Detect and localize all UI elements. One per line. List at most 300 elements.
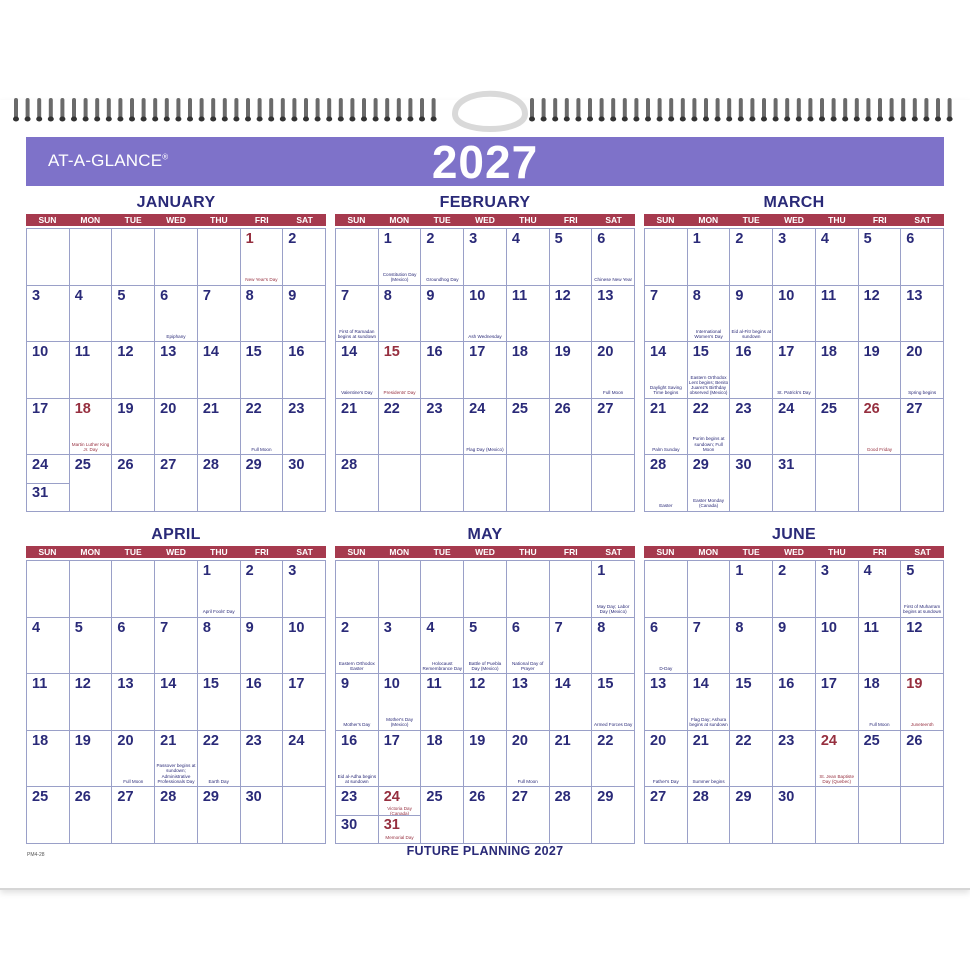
day-cell[interactable] xyxy=(859,618,902,675)
day-cell[interactable] xyxy=(773,229,816,286)
day-cell[interactable] xyxy=(283,399,326,456)
day-number: 9 xyxy=(426,287,435,304)
holiday-note: International Women's Day xyxy=(694,328,723,339)
holiday-note: Earth Day xyxy=(208,778,229,784)
day-cell[interactable] xyxy=(645,618,688,675)
day-cell[interactable] xyxy=(901,787,944,844)
holiday-note: Eid al-Adha begins at sundown xyxy=(337,773,377,784)
day-cell[interactable] xyxy=(421,561,464,618)
day-cell[interactable] xyxy=(730,674,773,731)
weekday-label: SAT xyxy=(605,547,622,557)
day-number: 13 xyxy=(650,676,667,692)
day-cell[interactable] xyxy=(283,561,326,618)
day-cell[interactable] xyxy=(507,561,550,618)
day-cell[interactable] xyxy=(283,618,326,675)
day-cell[interactable] xyxy=(198,229,241,286)
day-cell[interactable] xyxy=(421,455,464,512)
holiday-note: April Fools' Day xyxy=(202,609,235,615)
day-cell[interactable] xyxy=(421,787,464,844)
day-cell[interactable] xyxy=(421,286,464,343)
day-cell[interactable] xyxy=(70,674,113,731)
day-number: 26 xyxy=(906,732,923,749)
day-number: 31 xyxy=(32,485,49,501)
day-cell[interactable] xyxy=(859,342,902,399)
weekday-header xyxy=(335,546,635,558)
day-cell[interactable] xyxy=(70,455,113,512)
day-cell[interactable] xyxy=(70,731,113,788)
holiday-note: First of Muharram begins at sundown xyxy=(902,604,942,615)
day-number: 5 xyxy=(554,231,563,247)
day-number: 2 xyxy=(426,231,435,247)
day-cell[interactable] xyxy=(645,229,688,286)
day-cell[interactable] xyxy=(283,286,326,343)
day-cell[interactable] xyxy=(464,342,507,399)
day-number: 14 xyxy=(341,344,358,360)
day-number: 29 xyxy=(245,457,262,473)
day-cell[interactable] xyxy=(688,286,731,343)
day-cell[interactable] xyxy=(155,787,198,844)
day-cell[interactable] xyxy=(592,674,635,731)
day-cell[interactable] xyxy=(336,787,379,844)
day-cell[interactable] xyxy=(112,787,155,844)
day-cell[interactable] xyxy=(421,399,464,456)
day-number: 15 xyxy=(245,344,262,360)
day-number: 3 xyxy=(32,287,41,304)
day-cell[interactable] xyxy=(816,286,859,343)
day-cell[interactable] xyxy=(901,455,944,512)
day-cell[interactable] xyxy=(112,286,155,343)
day-cell[interactable] xyxy=(27,455,70,512)
punch-hole xyxy=(59,117,65,122)
day-cell[interactable] xyxy=(379,455,422,512)
brand-logo: AT-A-GLANCE® xyxy=(48,151,169,170)
day-cell[interactable] xyxy=(592,399,635,456)
day-cell[interactable] xyxy=(464,618,507,675)
month-march xyxy=(644,190,944,512)
day-cell[interactable] xyxy=(859,674,902,731)
day-number: 22 xyxy=(202,732,219,749)
day-cell[interactable] xyxy=(550,342,593,399)
day-cell[interactable] xyxy=(901,229,944,286)
day-cell[interactable] xyxy=(198,731,241,788)
day-cell[interactable] xyxy=(198,561,241,618)
weekday-label: SAT xyxy=(296,547,313,557)
day-number: 7 xyxy=(202,287,211,304)
day-cell[interactable] xyxy=(70,618,113,675)
day-number: 14 xyxy=(650,344,667,360)
day-cell[interactable] xyxy=(112,731,155,788)
day-cell[interactable] xyxy=(816,787,859,844)
day-cell[interactable] xyxy=(730,731,773,788)
day-cell[interactable] xyxy=(464,731,507,788)
day-cell[interactable] xyxy=(859,286,902,343)
day-cell[interactable] xyxy=(70,229,113,286)
day-cell[interactable] xyxy=(645,674,688,731)
day-cell[interactable] xyxy=(421,618,464,675)
day-cell[interactable] xyxy=(241,342,284,399)
day-cell[interactable] xyxy=(901,561,944,618)
day-cell[interactable] xyxy=(155,561,198,618)
day-cell[interactable] xyxy=(27,731,70,788)
day-cell[interactable] xyxy=(27,229,70,286)
day-number: 8 xyxy=(692,287,701,304)
day-cell[interactable] xyxy=(550,618,593,675)
day-cell[interactable] xyxy=(816,561,859,618)
day-cell[interactable] xyxy=(859,455,902,512)
day-cell[interactable] xyxy=(550,674,593,731)
day-cell[interactable] xyxy=(464,561,507,618)
day-cell[interactable] xyxy=(645,286,688,343)
weekday-label: MON xyxy=(80,547,101,557)
day-cell[interactable] xyxy=(507,674,550,731)
day-cell[interactable] xyxy=(379,342,422,399)
punch-hole xyxy=(877,117,883,122)
day-number: 17 xyxy=(469,344,486,360)
day-cell[interactable] xyxy=(112,455,155,512)
day-cell[interactable] xyxy=(592,618,635,675)
day-cell[interactable] xyxy=(379,561,422,618)
day-number: 6 xyxy=(650,619,659,636)
day-cell[interactable] xyxy=(730,455,773,512)
day-cell[interactable] xyxy=(112,229,155,286)
day-cell[interactable] xyxy=(507,286,550,343)
day-cell[interactable] xyxy=(155,731,198,788)
day-cell[interactable] xyxy=(859,399,902,456)
day-number: 9 xyxy=(245,619,254,636)
day-number: 30 xyxy=(245,789,262,805)
day-cell[interactable] xyxy=(688,618,731,675)
day-number: 2 xyxy=(778,563,787,579)
day-cell[interactable] xyxy=(241,674,284,731)
day-cell[interactable] xyxy=(241,618,284,675)
day-cell[interactable] xyxy=(27,342,70,399)
day-cell[interactable] xyxy=(592,731,635,788)
day-cell[interactable] xyxy=(507,342,550,399)
day-cell[interactable] xyxy=(379,618,422,675)
day-cell[interactable] xyxy=(550,455,593,512)
day-cell[interactable] xyxy=(198,342,241,399)
day-cell[interactable] xyxy=(592,787,635,844)
day-cell[interactable] xyxy=(859,229,902,286)
day-cell[interactable] xyxy=(27,561,70,618)
punch-hole xyxy=(164,117,170,122)
day-cell[interactable] xyxy=(336,286,379,343)
day-cell[interactable] xyxy=(645,455,688,512)
day-cell[interactable] xyxy=(336,731,379,788)
day-number: 30 xyxy=(288,457,305,473)
day-cell[interactable] xyxy=(592,342,635,399)
header-band xyxy=(26,137,944,186)
day-cell[interactable] xyxy=(645,731,688,788)
day-cell[interactable] xyxy=(550,787,593,844)
punch-hole xyxy=(431,117,437,122)
punch-hole xyxy=(587,117,593,122)
day-cell[interactable] xyxy=(283,342,326,399)
day-cell[interactable] xyxy=(816,455,859,512)
day-cell[interactable] xyxy=(816,731,859,788)
day-cell[interactable] xyxy=(27,787,70,844)
day-cell[interactable] xyxy=(464,229,507,286)
day-cell[interactable] xyxy=(27,674,70,731)
day-number: 21 xyxy=(650,400,667,417)
day-number: 2 xyxy=(288,231,297,247)
day-cell[interactable] xyxy=(773,674,816,731)
day-cell[interactable] xyxy=(816,618,859,675)
day-cell[interactable] xyxy=(198,787,241,844)
punch-hole xyxy=(106,117,112,122)
day-cell[interactable] xyxy=(688,342,731,399)
day-cell[interactable] xyxy=(730,229,773,286)
punch-hole xyxy=(541,117,547,122)
day-cell[interactable] xyxy=(550,286,593,343)
day-cell[interactable] xyxy=(901,731,944,788)
day-number: 21 xyxy=(202,400,219,417)
day-cell[interactable] xyxy=(283,787,326,844)
day-number: 1 xyxy=(202,563,211,579)
holiday-note: Battle of Puebla Day (Mexico) xyxy=(468,660,502,671)
month-title: APRIL xyxy=(151,526,201,543)
holiday-note: Groundhog Day xyxy=(426,277,459,283)
day-number: 21 xyxy=(692,732,709,749)
day-cell[interactable] xyxy=(336,399,379,456)
day-cell[interactable] xyxy=(421,229,464,286)
day-cell[interactable] xyxy=(198,618,241,675)
day-cell[interactable] xyxy=(645,399,688,456)
day-cell[interactable] xyxy=(901,618,944,675)
day-cell[interactable] xyxy=(464,674,507,731)
day-cell[interactable] xyxy=(283,455,326,512)
day-cell[interactable] xyxy=(379,399,422,456)
month-title: JANUARY xyxy=(136,194,216,211)
weekday-label: SUN xyxy=(656,215,675,225)
day-cell[interactable] xyxy=(773,399,816,456)
day-cell[interactable] xyxy=(379,787,422,844)
day-cell[interactable] xyxy=(901,674,944,731)
day-cell[interactable] xyxy=(773,731,816,788)
day-cell[interactable] xyxy=(773,455,816,512)
punch-hole xyxy=(349,117,355,122)
day-cell[interactable] xyxy=(550,731,593,788)
day-number: 22 xyxy=(735,732,752,749)
day-cell[interactable] xyxy=(379,229,422,286)
day-cell[interactable] xyxy=(198,399,241,456)
day-cell[interactable] xyxy=(421,731,464,788)
punch-hole xyxy=(199,117,205,122)
day-cell[interactable] xyxy=(592,229,635,286)
day-cell[interactable] xyxy=(730,561,773,618)
day-cell[interactable] xyxy=(688,787,731,844)
day-cell[interactable] xyxy=(70,286,113,343)
day-cell[interactable] xyxy=(688,399,731,456)
day-number: 13 xyxy=(597,287,614,304)
day-cell[interactable] xyxy=(773,342,816,399)
weekday-header xyxy=(644,546,944,558)
day-cell[interactable] xyxy=(421,674,464,731)
day-cell[interactable] xyxy=(592,286,635,343)
punch-hole xyxy=(117,117,123,122)
day-cell[interactable] xyxy=(70,399,113,456)
day-cell[interactable] xyxy=(241,399,284,456)
day-cell[interactable] xyxy=(379,674,422,731)
day-cell[interactable] xyxy=(688,229,731,286)
month-title: MAY xyxy=(467,526,503,543)
day-cell[interactable] xyxy=(464,787,507,844)
day-cell[interactable] xyxy=(464,286,507,343)
day-cell[interactable] xyxy=(27,399,70,456)
day-cell[interactable] xyxy=(773,787,816,844)
day-number: 13 xyxy=(117,676,134,692)
day-cell[interactable] xyxy=(241,731,284,788)
day-number: 28 xyxy=(160,789,177,805)
day-cell[interactable] xyxy=(112,399,155,456)
punch-hole xyxy=(280,117,286,122)
day-cell[interactable] xyxy=(550,229,593,286)
day-cell[interactable] xyxy=(901,399,944,456)
weekday-label: FRI xyxy=(563,547,578,557)
day-cell[interactable] xyxy=(70,342,113,399)
day-cell[interactable] xyxy=(336,229,379,286)
day-cell[interactable] xyxy=(198,286,241,343)
day-cell[interactable] xyxy=(550,399,593,456)
day-cell[interactable] xyxy=(592,561,635,618)
day-cell[interactable] xyxy=(336,342,379,399)
month-grid xyxy=(26,228,326,512)
day-number: 4 xyxy=(426,619,435,636)
weekday-label: FRI xyxy=(254,215,269,225)
day-cell[interactable] xyxy=(773,561,816,618)
day-cell[interactable] xyxy=(816,674,859,731)
day-cell[interactable] xyxy=(283,674,326,731)
day-cell[interactable] xyxy=(27,286,70,343)
day-cell[interactable] xyxy=(155,229,198,286)
day-cell[interactable] xyxy=(155,674,198,731)
day-cell[interactable] xyxy=(688,455,731,512)
day-cell[interactable] xyxy=(507,399,550,456)
day-cell[interactable] xyxy=(112,561,155,618)
day-number: 23 xyxy=(735,400,752,417)
weekday-label: SUN xyxy=(38,547,57,557)
weekday-header xyxy=(335,214,635,226)
weekday-label: THU xyxy=(828,215,846,225)
day-cell[interactable] xyxy=(241,787,284,844)
day-cell[interactable] xyxy=(901,342,944,399)
day-cell[interactable] xyxy=(730,342,773,399)
day-cell[interactable] xyxy=(859,787,902,844)
day-cell[interactable] xyxy=(901,286,944,343)
day-cell[interactable] xyxy=(507,229,550,286)
day-cell[interactable] xyxy=(773,286,816,343)
day-cell[interactable] xyxy=(241,561,284,618)
day-cell[interactable] xyxy=(70,561,113,618)
weekday-label: WED xyxy=(475,215,495,225)
day-cell[interactable] xyxy=(27,618,70,675)
holiday-note: Spring begins xyxy=(908,390,937,396)
day-cell[interactable] xyxy=(688,561,731,618)
day-cell[interactable] xyxy=(592,455,635,512)
day-cell[interactable] xyxy=(730,787,773,844)
day-cell[interactable] xyxy=(550,561,593,618)
day-number: 5 xyxy=(863,231,872,247)
day-cell[interactable] xyxy=(70,787,113,844)
page-title: 2027 xyxy=(431,136,539,188)
day-cell[interactable] xyxy=(421,342,464,399)
day-number: 29 xyxy=(692,457,709,473)
punch-hole xyxy=(633,117,639,122)
day-cell[interactable] xyxy=(336,561,379,618)
day-number: 12 xyxy=(554,287,571,304)
day-cell[interactable] xyxy=(730,399,773,456)
day-cell[interactable] xyxy=(507,455,550,512)
holiday-note: Epiphany xyxy=(166,333,186,339)
cell-divider xyxy=(27,483,69,484)
day-cell[interactable] xyxy=(507,731,550,788)
day-cell[interactable] xyxy=(859,561,902,618)
day-cell[interactable] xyxy=(688,731,731,788)
day-cell[interactable] xyxy=(507,787,550,844)
day-cell[interactable] xyxy=(730,618,773,675)
day-cell[interactable] xyxy=(241,286,284,343)
day-cell[interactable] xyxy=(241,229,284,286)
punch-hole xyxy=(83,117,89,122)
day-number: 14 xyxy=(160,676,177,692)
day-cell[interactable] xyxy=(336,455,379,512)
day-cell[interactable] xyxy=(155,618,198,675)
day-cell[interactable] xyxy=(336,674,379,731)
holiday-note: National Day of Prayer xyxy=(511,660,544,671)
day-cell[interactable] xyxy=(155,399,198,456)
day-cell[interactable] xyxy=(507,618,550,675)
day-cell[interactable] xyxy=(112,674,155,731)
day-cell[interactable] xyxy=(379,286,422,343)
punch-hole xyxy=(233,117,239,122)
punch-hole xyxy=(361,117,367,122)
day-cell[interactable] xyxy=(241,455,284,512)
day-number: 19 xyxy=(906,676,923,692)
day-number: 16 xyxy=(341,732,358,749)
day-cell[interactable] xyxy=(155,342,198,399)
day-cell[interactable] xyxy=(155,455,198,512)
day-cell[interactable] xyxy=(155,286,198,343)
day-cell[interactable] xyxy=(112,618,155,675)
day-cell[interactable] xyxy=(645,561,688,618)
day-number: 7 xyxy=(692,619,701,636)
day-cell[interactable] xyxy=(816,399,859,456)
day-cell[interactable] xyxy=(112,342,155,399)
day-cell[interactable] xyxy=(198,674,241,731)
day-cell[interactable] xyxy=(859,731,902,788)
day-cell[interactable] xyxy=(464,455,507,512)
weekday-label: SAT xyxy=(605,215,622,225)
day-cell[interactable] xyxy=(688,674,731,731)
day-cell[interactable] xyxy=(198,455,241,512)
day-cell[interactable] xyxy=(773,618,816,675)
day-cell[interactable] xyxy=(816,229,859,286)
weekday-label: THU xyxy=(210,547,228,557)
punch-hole xyxy=(703,117,709,122)
day-cell[interactable] xyxy=(336,618,379,675)
day-cell[interactable] xyxy=(816,342,859,399)
day-cell[interactable] xyxy=(645,342,688,399)
day-cell[interactable] xyxy=(283,731,326,788)
day-cell[interactable] xyxy=(645,787,688,844)
day-number: 26 xyxy=(117,457,134,473)
day-cell[interactable] xyxy=(464,399,507,456)
day-number: 2 xyxy=(341,619,350,636)
day-cell[interactable] xyxy=(730,286,773,343)
day-cell[interactable] xyxy=(379,731,422,788)
day-cell[interactable] xyxy=(283,229,326,286)
day-number: 20 xyxy=(511,732,528,749)
